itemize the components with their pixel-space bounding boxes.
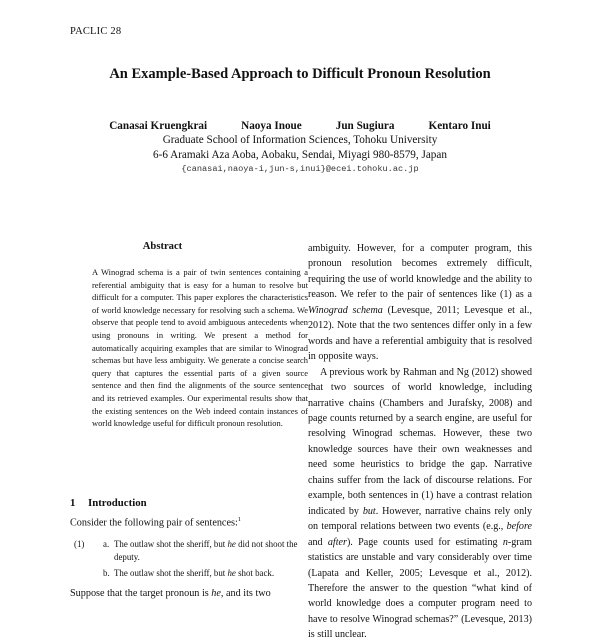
paragraph: A previous work by Rahman and Ng (2012) showed that two sources of world knowledge, including narrative chains (Chambers and Jurafsky, 2008) and page counts returned by a search engine, are useful for resolving Winograd schemas. However, these two knowledge sources have their own weaknesses and need some heuristics to bridge the gap. Narrative chains suffer from the lack of discourse relations. For example, both sentences in (1) have a contrast relation indicated by but. However, narrative chains rely only on temporal relations between two events (e.g., before and after). Page counts used for estimating n-gram statistics are unstable and vary considerably over time (Lapata and Keller, 2005; Levesque et al., 2012). Therefore the answer to the question “what kind of world knowledge does a computer program need to have to resolve Winograd schemas?” (Levesque, 2013) is still unclear.: [308, 366, 532, 641]
example-label: a.: [103, 539, 110, 549]
example-text: The outlaw shot the sheriff, but he shot back.: [114, 568, 275, 578]
example-label: b.: [103, 568, 110, 578]
author-emails: {canasai,naoya-i,jun-s,inui}@ecei.tohoku.ac.jp: [181, 164, 419, 174]
example-text: The outlaw shot the sheriff, but he did not shoot the deputy.: [114, 539, 298, 562]
abstract-heading: Abstract: [142, 241, 183, 252]
example-item-a: [74, 538, 310, 564]
abstract-body: A Winograd schema is a pair of twin sentences containing a referential ambiguity that is easy for a human to resolve but difficult for a computer. This paper explores the characteristics of world knowledge necessary for resolving such a schema. We observe that people tend to avoid ambiguous antecedents when using pronouns in writing. We present a method for automatically acquiring examples that are similar to Winograd schemas but have less ambiguity. We generate a concise search query that captures the essential parts of a given source sentence and then find the alignments of the source sentence and its retrieved examples. Our experimental results show that the existing sentences on the Web indeed contain instances of world knowledge useful for difficult pronoun resolution.: [92, 267, 308, 429]
footnote-marker: 1: [237, 516, 242, 523]
affiliation: Graduate School of Information Sciences, Tohoku University: [162, 134, 438, 146]
intro-text: Consider the following pair of sentences:: [70, 517, 238, 529]
author-name: Canasai Kruengkrai: [109, 120, 208, 132]
author-name: Naoya Inoue: [241, 120, 302, 132]
author-name: Jun Sugiura: [335, 120, 395, 132]
section-number: 1: [70, 497, 76, 509]
paper-title: An Example-Based Approach to Difficult Pronoun Resolution: [109, 66, 491, 82]
section-title: Introduction: [88, 497, 147, 509]
author-list: [0, 120, 600, 132]
conference-header: PACLIC 28: [70, 26, 122, 37]
address: 6-6 Aramaki Aza Aoba, Aobaku, Sendai, Miyagi 980-8579, Japan: [153, 149, 447, 161]
author-name: Kentaro Inui: [428, 120, 491, 132]
example-number: (1): [74, 539, 85, 549]
intro-continuation: Suppose that the target pronoun is he, and its two: [70, 588, 271, 599]
right-column-text: [308, 241, 532, 643]
section-heading: [70, 497, 147, 509]
paragraph: ambiguity. However, for a computer program, this pronoun resolution becomes extremely difficult, requiring the use of world knowledge and the ability to reason. We refer to the pair of sentences like (1) as a Winograd schema (Levesque, 2011; Levesque et al., 2012). Note that the two sentences differ only in a few words and have a referential ambiguity that is resolved in opposite ways.: [308, 243, 532, 363]
example-item-b: [74, 567, 310, 580]
intro-sentence: [70, 516, 241, 528]
